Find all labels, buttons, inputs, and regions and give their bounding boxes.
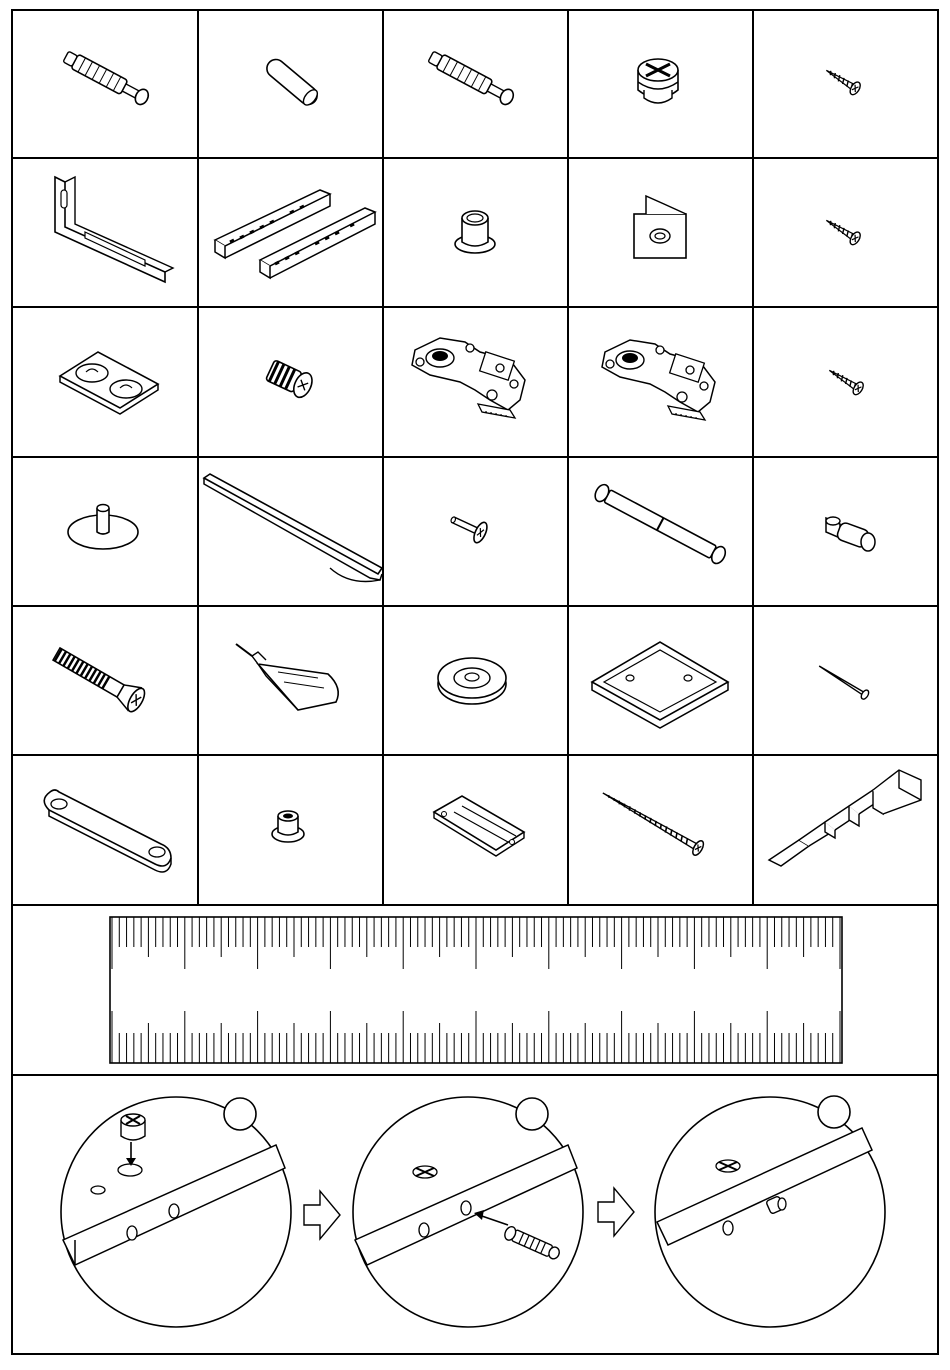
drawer-slides-icon	[215, 190, 375, 278]
insert-cam-bolt-icon	[353, 1097, 583, 1327]
mounting-plate-icon	[434, 796, 524, 856]
assembly-step-3	[655, 1096, 885, 1327]
hinge-icon	[602, 340, 715, 420]
assembled-connection-icon	[655, 1096, 885, 1327]
hinge-icon	[412, 338, 525, 418]
step-arrow-icon	[598, 1188, 634, 1236]
threaded-bolt-icon	[50, 643, 148, 715]
double-cam-dowel-icon	[592, 482, 728, 565]
screw-icon	[826, 364, 866, 396]
shelf-support-icon	[826, 517, 875, 551]
assembly-step-2	[353, 1097, 583, 1327]
screw-icon	[823, 214, 863, 246]
ruler-icon	[110, 917, 842, 1063]
long-screw-icon	[599, 786, 706, 857]
cam-bolt-dowel-icon	[427, 49, 516, 106]
shelf-support-pin-icon	[68, 505, 138, 550]
insert-cam-lock-icon	[61, 1097, 291, 1327]
cam-bolt-dowel-icon	[62, 49, 151, 106]
corner-cover-icon	[634, 196, 686, 258]
washer-icon	[438, 658, 506, 704]
felt-pads-icon	[60, 352, 158, 414]
flat-connector-plate-icon	[44, 790, 171, 872]
assembly-step-1	[61, 1097, 291, 1327]
screw-icon	[823, 64, 863, 96]
plastic-cap-icon	[455, 211, 495, 253]
handle-profile-icon	[204, 474, 382, 582]
glue-tube-icon	[236, 644, 338, 710]
square-plate-icon	[592, 642, 728, 728]
connector-bolt-icon	[447, 509, 490, 545]
l-bracket-icon	[55, 177, 173, 282]
step-arrow-icon	[304, 1191, 340, 1239]
shim-wedges-icon	[769, 770, 921, 866]
bushing-icon	[272, 811, 304, 842]
nail-icon	[817, 662, 871, 701]
insert-screw-icon	[265, 358, 316, 400]
cam-lock-icon	[638, 59, 678, 103]
wooden-dowel-icon	[263, 56, 321, 108]
